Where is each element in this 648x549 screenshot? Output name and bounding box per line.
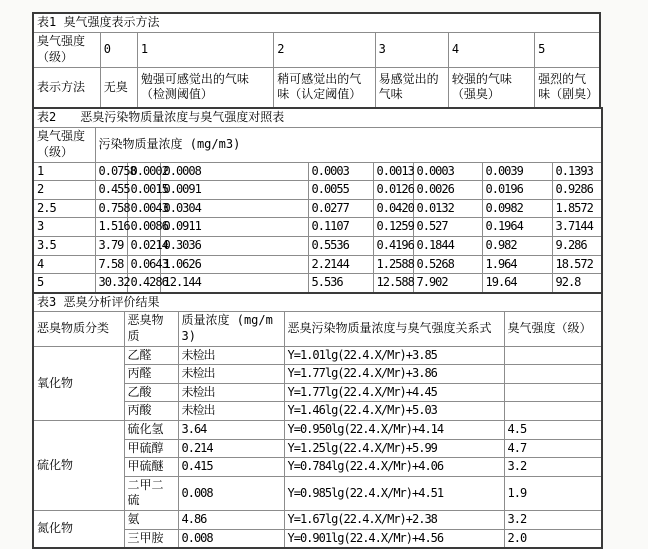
column-header-formula: 恶臭污染物质量浓度与臭气强度关系式: [284, 312, 504, 346]
odor-level-cell: 1: [33, 162, 95, 181]
intensity-cell: 3.2: [504, 510, 602, 529]
table2-title: 表2 恶臭污染物质量浓度与臭气强度对照表: [33, 108, 602, 127]
concentration-cell: 1.2588: [373, 255, 413, 274]
table-row: [33, 199, 602, 218]
table2-header-concentration: 污染物质量浓度 (mg/m3): [95, 127, 602, 162]
table-row: [33, 162, 602, 181]
substance-cell: 甲硫醇: [124, 439, 178, 458]
table3-header-row: [33, 312, 602, 346]
formula-cell: Y=1.67lg(22.4.X/Mr)+2.38: [284, 510, 504, 529]
substance-cell: 硫化氢: [124, 421, 178, 440]
concentration-cell: 7.902: [413, 274, 482, 293]
substance-cell: 氨: [124, 510, 178, 529]
intensity-cell: 4.7: [504, 439, 602, 458]
intensity-cell: 3.2: [504, 458, 602, 477]
table1-level-cell: 2: [274, 32, 375, 67]
intensity-cell: 1.9: [504, 476, 602, 510]
concentration-cell: 0.0982: [482, 199, 552, 218]
category-cell: 硫化物: [33, 421, 124, 511]
concentration-cell: 0.0043: [127, 199, 160, 218]
column-header-concentration: 质量浓度 (mg/m3): [178, 312, 284, 346]
concentration-cell: 0.0055: [308, 181, 373, 200]
concentration-cell: 0.4196: [373, 237, 413, 256]
table1-method-cell: 强烈的气味（剧臭）: [535, 67, 600, 108]
concentration-cell: 0.9286: [552, 181, 602, 200]
concentration-cell: 0.0643: [127, 255, 160, 274]
concentration-cell: 0.0196: [482, 181, 552, 200]
table2-title-row: [33, 108, 602, 127]
concentration-cell: 0.0003: [308, 162, 373, 181]
concentration-cell: 0.008: [178, 529, 284, 548]
concentration-cell: 4.86: [178, 510, 284, 529]
table1-method-cell: 易感觉出的气味: [375, 67, 448, 108]
formula-cell: Y=1.77lg(22.4.X/Mr)+4.45: [284, 383, 504, 402]
table1-level-cell: 4: [448, 32, 534, 67]
concentration-cell: 0.0039: [482, 162, 552, 181]
concentration-cell: 0.1844: [413, 237, 482, 256]
substance-cell: 丙酸: [124, 402, 178, 421]
concentration-cell: 0.415: [178, 458, 284, 477]
table1-level-row: [33, 32, 600, 67]
concentration-cell: 未检出: [178, 383, 284, 402]
table-row: [33, 510, 602, 529]
substance-cell: 二甲二硫: [124, 476, 178, 510]
concentration-cell: 1.8572: [552, 199, 602, 218]
formula-cell: Y=1.01lg(22.4.X/Mr)+3.85: [284, 346, 504, 365]
odor-level-cell: 4: [33, 255, 95, 274]
concentration-cell: 0.0026: [413, 181, 482, 200]
table1-odor-intensity-scale: [32, 12, 601, 109]
table1-level-row-header: 臭气强度（级）: [33, 32, 100, 67]
table1-level-cell: 5: [535, 32, 600, 67]
odor-level-cell: 2: [33, 181, 95, 200]
concentration-cell: 12.588: [373, 274, 413, 293]
concentration-cell: 0.214: [178, 439, 284, 458]
intensity-cell: 4.5: [504, 421, 602, 440]
concentration-cell: 0.0758: [95, 162, 127, 181]
concentration-cell: 3.79: [95, 237, 127, 256]
concentration-cell: 0.455: [95, 181, 127, 200]
category-cell: 氮化物: [33, 510, 124, 548]
table2-header-row: [33, 127, 602, 162]
odor-level-cell: 3: [33, 218, 95, 237]
concentration-cell: 0.3036: [160, 237, 308, 256]
intensity-cell: [504, 365, 602, 384]
concentration-cell: 9.286: [552, 237, 602, 256]
formula-cell: Y=0.985lg(22.4.X/Mr)+4.51: [284, 476, 504, 510]
odor-level-cell: 5: [33, 274, 95, 293]
concentration-cell: 19.64: [482, 274, 552, 293]
concentration-cell: 未检出: [178, 346, 284, 365]
concentration-cell: 0.0126: [373, 181, 413, 200]
intensity-cell: [504, 383, 602, 402]
concentration-cell: 0.5536: [308, 237, 373, 256]
concentration-cell: 2.2144: [308, 255, 373, 274]
concentration-cell: 0.5268: [413, 255, 482, 274]
intensity-cell: [504, 402, 602, 421]
table-row: [33, 421, 602, 440]
concentration-cell: 0.0002: [127, 162, 160, 181]
formula-cell: Y=0.950lg(22.4.X/Mr)+4.14: [284, 421, 504, 440]
concentration-cell: 0.0086: [127, 218, 160, 237]
concentration-cell: 0.1259: [373, 218, 413, 237]
table1-level-cell: 0: [100, 32, 137, 67]
concentration-cell: 12.144: [160, 274, 308, 293]
table-row: [33, 237, 602, 256]
concentration-cell: 7.58: [95, 255, 127, 274]
column-header-substance: 恶臭物质: [124, 312, 178, 346]
formula-cell: Y=1.25lg(22.4.X/Mr)+5.99: [284, 439, 504, 458]
table2-header-level: 臭气强度（级）: [33, 127, 95, 162]
concentration-cell: 3.7144: [552, 218, 602, 237]
substance-cell: 三甲胺: [124, 529, 178, 548]
table-row: [33, 181, 602, 200]
table1-method-cell: 稍可感觉出的气味（认定阈值）: [274, 67, 375, 108]
formula-cell: Y=0.901lg(22.4.X/Mr)+4.56: [284, 529, 504, 548]
table1-method-row: [33, 67, 600, 108]
odor-level-cell: 2.5: [33, 199, 95, 218]
formula-cell: Y=1.46lg(22.4.X/Mr)+5.03: [284, 402, 504, 421]
table-row: [33, 255, 602, 274]
column-header-intensity: 臭气强度（级）: [504, 312, 602, 346]
substance-cell: 甲硫醚: [124, 458, 178, 477]
table1-title-row: [33, 13, 600, 32]
table3-title: 表3 恶臭分析评价结果: [33, 293, 602, 312]
concentration-cell: 0.0420: [373, 199, 413, 218]
formula-cell: Y=1.77lg(22.4.X/Mr)+3.86: [284, 365, 504, 384]
concentration-cell: 18.572: [552, 255, 602, 274]
table1-level-cell: 1: [137, 32, 273, 67]
concentration-cell: 0.0003: [413, 162, 482, 181]
table-row: [33, 346, 602, 365]
concentration-cell: 0.1393: [552, 162, 602, 181]
substance-cell: 丙醛: [124, 365, 178, 384]
concentration-cell: 0.0008: [160, 162, 308, 181]
concentration-cell: 0.0214: [127, 237, 160, 256]
table1-method-cell: 较强的气味（强臭）: [448, 67, 534, 108]
concentration-cell: 0.758: [95, 199, 127, 218]
table1-title: 表1 臭气强度表示方法: [33, 13, 600, 32]
intensity-cell: [504, 346, 602, 365]
concentration-cell: 0.1964: [482, 218, 552, 237]
table1-method-row-header: 表示方法: [33, 67, 100, 108]
concentration-cell: 3.64: [178, 421, 284, 440]
table1-method-cell: 无臭: [100, 67, 137, 108]
concentration-cell: 0.0013: [373, 162, 413, 181]
concentration-cell: 92.8: [552, 274, 602, 293]
concentration-cell: 5.536: [308, 274, 373, 293]
concentration-cell: 1.516: [95, 218, 127, 237]
table1-level-cell: 3: [375, 32, 448, 67]
column-header-category: 恶臭物质分类: [33, 312, 124, 346]
concentration-cell: 0.0015: [127, 181, 160, 200]
substance-cell: 乙酸: [124, 383, 178, 402]
concentration-cell: 0.1107: [308, 218, 373, 237]
table-row: [33, 274, 602, 293]
concentration-cell: 1.964: [482, 255, 552, 274]
table3-title-row: [33, 293, 602, 312]
table-row: [33, 218, 602, 237]
formula-cell: Y=0.784lg(22.4.X/Mr)+4.06: [284, 458, 504, 477]
concentration-cell: 0.527: [413, 218, 482, 237]
concentration-cell: 0.008: [178, 476, 284, 510]
odor-level-cell: 3.5: [33, 237, 95, 256]
table3-analysis-results: [32, 292, 603, 549]
concentration-cell: 未检出: [178, 365, 284, 384]
intensity-cell: 2.0: [504, 529, 602, 548]
concentration-cell: 1.0626: [160, 255, 308, 274]
table1-method-cell: 勉强可感觉出的气味（检测阈值）: [137, 67, 273, 108]
concentration-cell: 0.0304: [160, 199, 308, 218]
category-cell: 氧化物: [33, 346, 124, 420]
substance-cell: 乙醛: [124, 346, 178, 365]
table2-concentration-vs-intensity: [32, 107, 603, 294]
concentration-cell: 未检出: [178, 402, 284, 421]
concentration-cell: 30.32: [95, 274, 127, 293]
concentration-cell: 0.4286: [127, 274, 160, 293]
concentration-cell: 0.0911: [160, 218, 308, 237]
concentration-cell: 0.0091: [160, 181, 308, 200]
concentration-cell: 0.0132: [413, 199, 482, 218]
concentration-cell: 0.0277: [308, 199, 373, 218]
concentration-cell: 0.982: [482, 237, 552, 256]
